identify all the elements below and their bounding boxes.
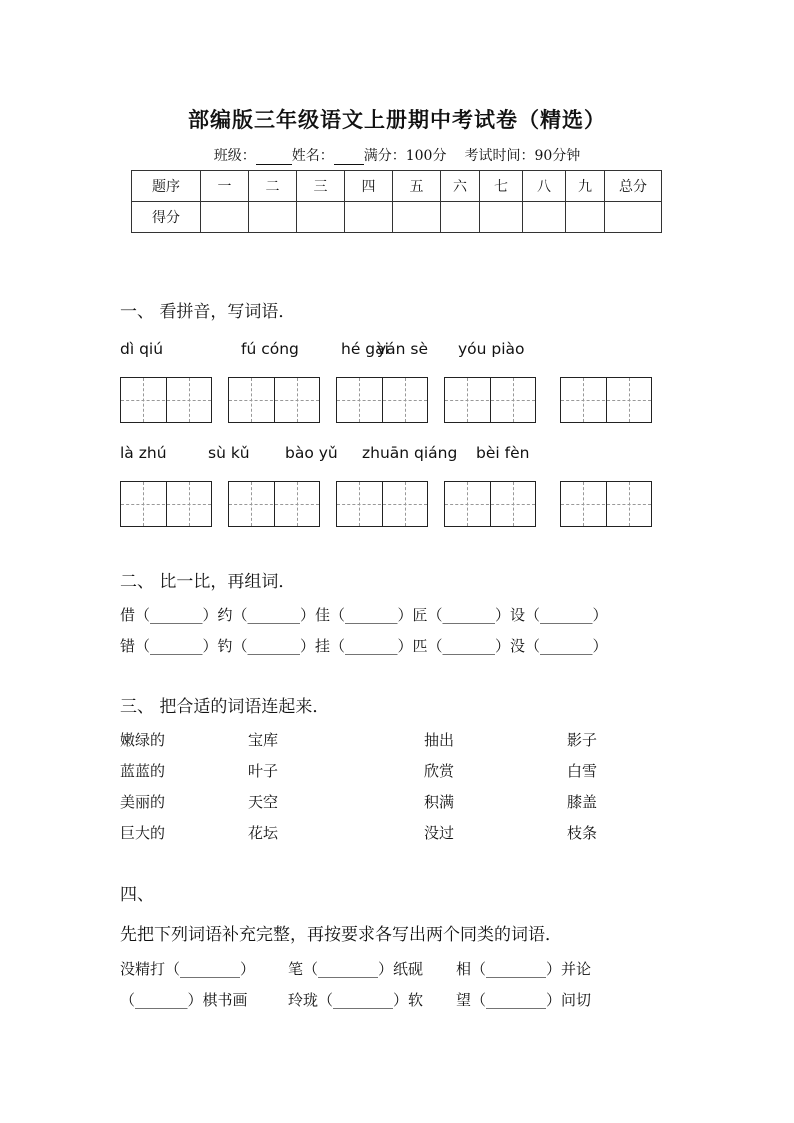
idiom-item: 相（________）并论 (456, 960, 592, 978)
writing-grid[interactable] (120, 377, 212, 423)
match-word: 没过 (424, 824, 455, 842)
section1-heading: 一、 看拼音，写词语． (120, 302, 296, 322)
score-table-header-row (132, 171, 662, 202)
match-word: 嫩绿的 (120, 731, 166, 749)
class-blank[interactable] (256, 150, 292, 165)
writing-grid[interactable] (444, 377, 536, 423)
pinyin-7: sù kǔ (208, 444, 250, 462)
name-blank[interactable] (334, 150, 364, 165)
header-cell: 九 (566, 171, 605, 202)
section2-heading: 二、 比一比，再组词． (120, 572, 296, 592)
writing-grid[interactable] (444, 481, 536, 527)
header-cell: 二 (249, 171, 297, 202)
score-cell[interactable] (566, 202, 605, 233)
match-word: 美丽的 (120, 793, 166, 811)
score-cell[interactable] (393, 202, 441, 233)
score-cell[interactable] (297, 202, 345, 233)
header-cell: 六 (441, 171, 480, 202)
score-table-score-row (132, 202, 662, 233)
exam-info (0, 145, 794, 165)
header-cell: 七 (480, 171, 523, 202)
pinyin-6: là zhú (120, 444, 167, 462)
idiom-item: 玲珑（________）软 (288, 991, 424, 1009)
section4-heading: 四、 (120, 885, 154, 905)
match-word: 蓝蓝的 (120, 762, 166, 780)
header-cell: 八 (523, 171, 566, 202)
idiom-item: 没精打（________） (120, 960, 256, 978)
header-cell: 一 (201, 171, 249, 202)
compare-line-2: 错（_______）钓（_______）挂（_______）匹（_______）没（_______） (120, 637, 608, 655)
pinyin-2: fú cóng (241, 340, 299, 358)
pinyin-1: dì qiú (120, 340, 164, 358)
match-word: 积满 (424, 793, 455, 811)
header-cell: 五 (393, 171, 441, 202)
writing-grid[interactable] (336, 377, 428, 423)
match-word: 欣赏 (424, 762, 455, 780)
match-word: 叶子 (248, 762, 279, 780)
page-title: 部编版三年级语文上册期中考试卷（精选） (188, 107, 606, 132)
header-cell: 总分 (605, 171, 662, 202)
score-row-label: 得分 (132, 202, 201, 233)
header-cell: 三 (297, 171, 345, 202)
pinyin-9: zhuān qiáng (362, 444, 458, 462)
idiom-item: 望（________）问切 (456, 991, 592, 1009)
match-word: 枝条 (567, 824, 598, 842)
pinyin-8: bào yǔ (285, 444, 338, 462)
full-score: 满分：100分 (363, 148, 447, 164)
header-cell: 题序 (132, 171, 201, 202)
header-cell: 四 (345, 171, 393, 202)
match-word: 天空 (248, 793, 279, 811)
idiom-item: （_______）棋书画 (120, 991, 248, 1009)
pinyin-3: hé gài (341, 340, 389, 358)
score-cell[interactable] (345, 202, 393, 233)
exam-time: 考试时间：90分钟 (464, 148, 581, 164)
score-cell[interactable] (249, 202, 297, 233)
class-label: 班级： (213, 148, 256, 164)
score-cell[interactable] (480, 202, 523, 233)
pinyin-5: yóu piào (458, 340, 525, 358)
score-cell[interactable] (523, 202, 566, 233)
match-word: 宝库 (248, 731, 279, 749)
name-label: 姓名： (291, 148, 334, 164)
compare-line-1: 借（_______）约（_______）佳（_______）匠（_______）设（_______） (120, 606, 608, 624)
pinyin-10: bèi fèn (476, 444, 530, 462)
writing-grid[interactable] (228, 377, 320, 423)
writing-grid[interactable] (228, 481, 320, 527)
writing-grid[interactable] (560, 481, 652, 527)
score-cell[interactable] (201, 202, 249, 233)
section3-heading: 三、 把合适的词语连起来． (120, 697, 330, 717)
pinyin-4: yán sè (377, 340, 429, 358)
idiom-item: 笔（________）纸砚 (288, 960, 424, 978)
score-table (131, 170, 662, 233)
score-cell[interactable] (441, 202, 480, 233)
match-word: 花坛 (248, 824, 279, 842)
match-word: 膝盖 (567, 793, 598, 811)
writing-grid[interactable] (336, 481, 428, 527)
section4-instruction: 先把下列词语补充完整，再按要求各写出两个同类的词语． (120, 925, 562, 945)
writing-grid[interactable] (560, 377, 652, 423)
match-word: 影子 (567, 731, 598, 749)
match-word: 抽出 (424, 731, 455, 749)
match-word: 白雪 (567, 762, 598, 780)
writing-grid[interactable] (120, 481, 212, 527)
match-word: 巨大的 (120, 824, 166, 842)
score-cell[interactable] (605, 202, 662, 233)
